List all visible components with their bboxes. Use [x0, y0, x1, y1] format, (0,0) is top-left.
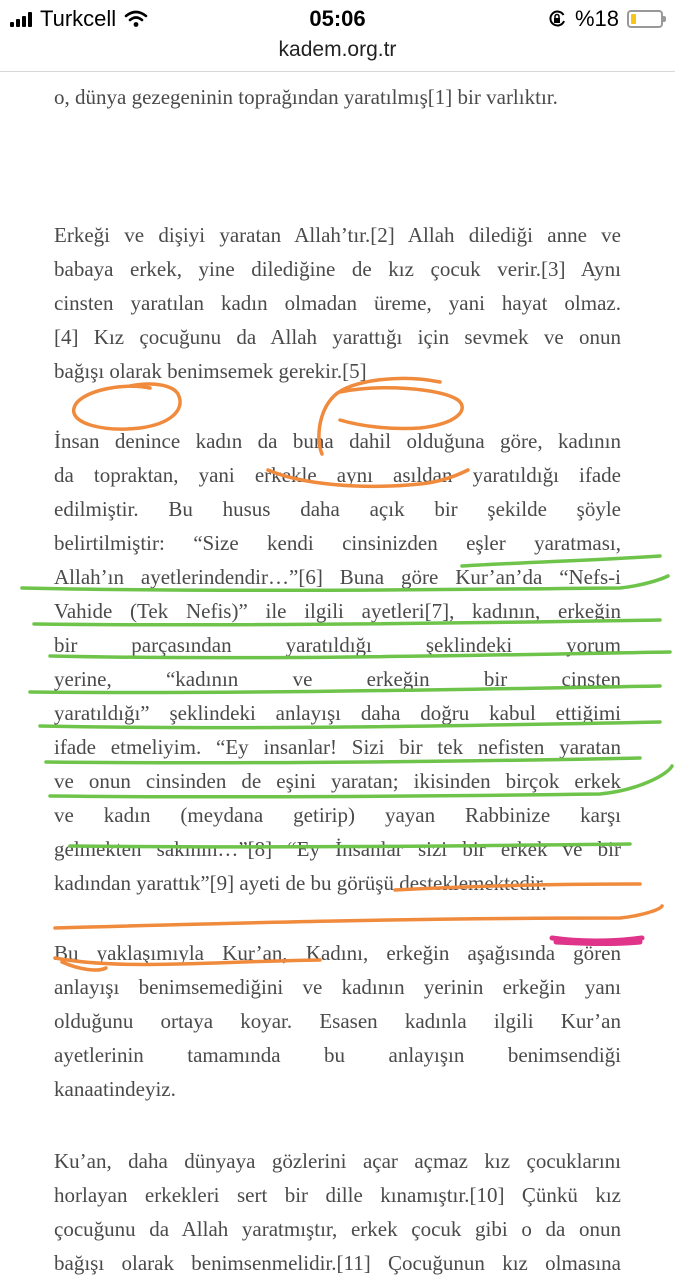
- battery-icon: [627, 10, 663, 28]
- clock: 05:06: [309, 6, 366, 31]
- text-line: çocuğunu da Allah yaratmıştır, erkek çocuk gibi o da onun: [54, 1217, 621, 1241]
- article-paragraph: [54, 218, 621, 388]
- article-paragraph: [54, 936, 621, 1106]
- text-line: kadından yarattık”[9] ayeti de bu görüşü desteklemektedir.: [54, 871, 547, 895]
- text-line: olduğunu ortaya koyar. Esasen kadınla ilgili Kur’an: [54, 1009, 621, 1033]
- text-line: o, dünya gezegeninin toprağından yaratılmış[1] bir varlıktır.: [54, 85, 558, 109]
- text-line: Erkeği ve dişiyi yaratan Allah’tır.[2] Allah dilediği anne ve: [54, 223, 621, 247]
- text-line: kanaatindeyiz.: [54, 1077, 176, 1101]
- text-line: bağışı olarak benimsenmelidir.[11] Çocuğunun kız olmasına: [54, 1251, 621, 1275]
- battery-level-fill: [631, 14, 636, 24]
- text-line: yaratıldığı” şeklindeki anlayışı daha doğru kabul ettiğimi: [54, 701, 621, 725]
- article-paragraph: [54, 424, 621, 900]
- carrier-name: Turkcell: [40, 6, 117, 31]
- text-line: İnsan denince kadın da buna dahil olduğuna göre, kadının: [54, 429, 621, 453]
- text-line: Vahide (Tek Nefis)” ile ilgili ayetleri[7], kadının, erkeğin: [54, 599, 621, 623]
- text-line: anlayışı benimsemediğini ve kadının yerinin erkeğin yanı: [54, 975, 621, 999]
- text-line: Bu yaklaşımıyla Kur’an, Kadını, erkeğin aşağısında gören: [54, 941, 621, 965]
- address-bar[interactable]: [0, 36, 675, 72]
- text-line: yerine, “kadının ve erkeğin bir cinsten: [54, 667, 621, 691]
- text-line: cinsten yaratılan kadın olmadan üreme, yani hayat olmaz.: [54, 291, 621, 315]
- text-line: babaya erkek, yine dilediğine de kız çocuk verir.[3] Aynı: [54, 257, 621, 281]
- article-paragraph: [54, 1144, 621, 1280]
- status-right: [547, 6, 663, 32]
- battery-percent: %18: [574, 6, 619, 31]
- text-line: [4] Kız çocuğunu da Allah yarattığı için sevmek ve onun: [54, 325, 621, 349]
- text-line: gelmekten sakının…”[8] “Ey İnsanlar sizi bir erkek ve bir: [54, 837, 621, 861]
- text-line: bir parçasından yaratıldığı şeklindeki yorum: [54, 633, 621, 657]
- status-bar: [0, 0, 675, 38]
- text-line: ayetlerinin tamamında bu anlayışın benimsendiği: [54, 1043, 621, 1067]
- orientation-lock-icon: [547, 9, 567, 29]
- text-line: bağışı olarak benimsemek gerekir.[5]: [54, 359, 367, 383]
- text-line: ve kadın (meydana getirip) yayan Rabbinize karşı: [54, 803, 621, 827]
- article-content: [0, 72, 675, 1275]
- text-line: Ku’an, daha dünyaya gözlerini açar açmaz kız çocuklarını: [54, 1149, 621, 1173]
- article-paragraph: [54, 80, 621, 114]
- text-line: edilmiştir. Bu husus daha açık bir şekilde şöyle: [54, 497, 621, 521]
- text-line: ifade etmeliyim. “Ey insanlar! Sizi bir tek nefisten yaratan: [54, 735, 621, 759]
- url-text[interactable]: kadem.org.tr: [278, 38, 397, 61]
- text-line: da topraktan, yani erkekle aynı asıldan yaratıldığı ifade: [54, 463, 621, 487]
- text-line: belirtilmiştir: “Size kendi cinsinizden eşler yaratması,: [54, 531, 621, 555]
- text-line: Allah’ın ayetlerindendir…”[6] Buna göre Kur’an’da “Nefs-i: [54, 565, 621, 589]
- text-line: ve onun cinsinden de eşini yaratan; ikisinden birçok erkek: [54, 769, 621, 793]
- text-line: horlayan erkekleri sert bir dille kınamıştır.[10] Çünkü kız: [54, 1183, 621, 1207]
